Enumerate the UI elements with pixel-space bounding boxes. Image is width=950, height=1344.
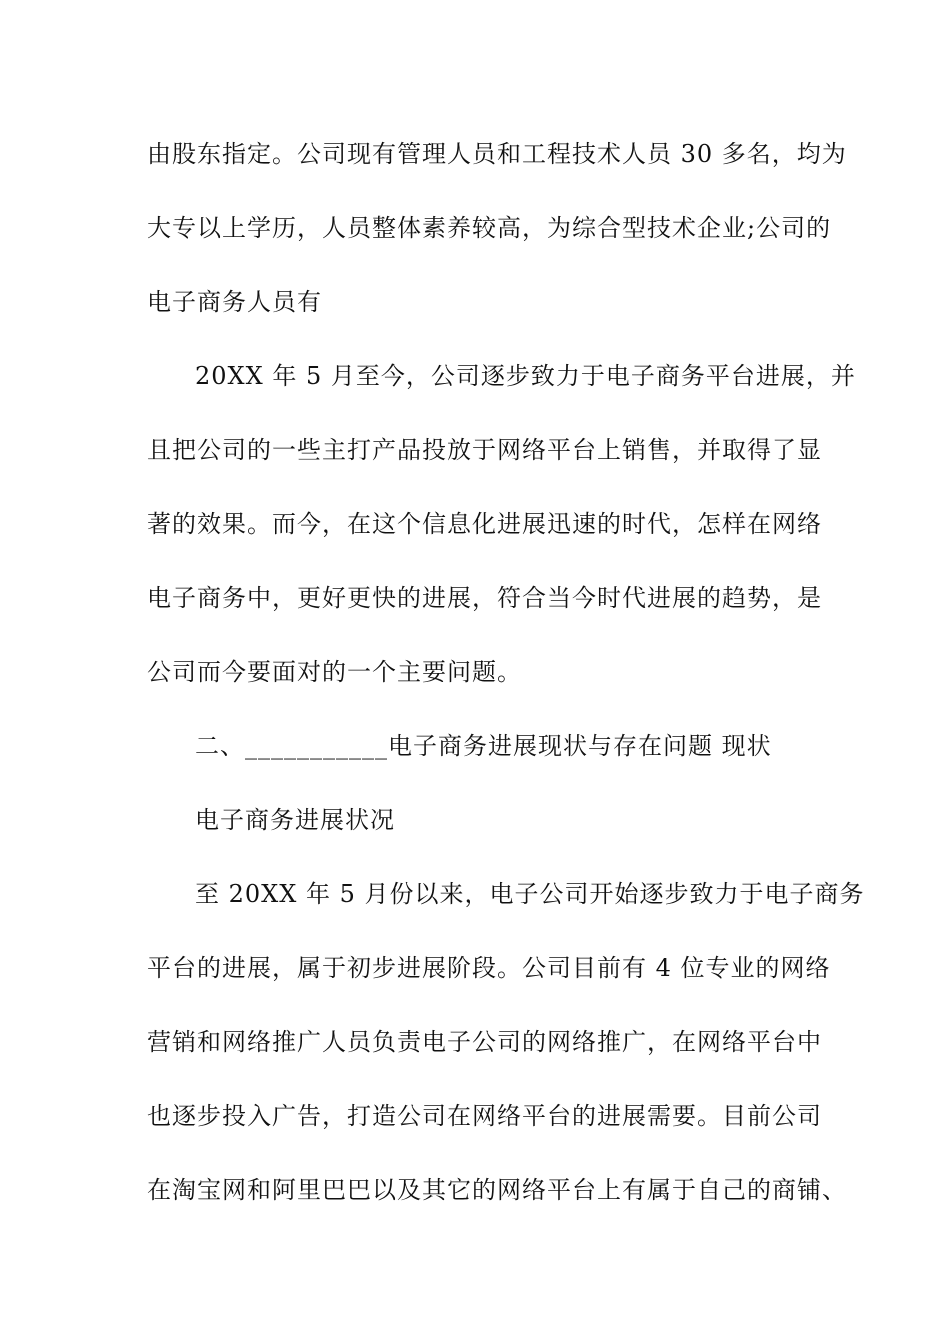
paragraph-line: 公司而今要面对的一个主要问题。	[147, 658, 522, 686]
paragraph-line: 在淘宝网和阿里巴巴以及其它的网络平台上有属于自己的商铺、	[147, 1176, 847, 1204]
paragraph-line: 至 20XX 年 5 月份以来，电子公司开始逐步致力于电子商务	[195, 880, 865, 908]
paragraph-line: 20XX 年 5 月至今，公司逐步致力于电子商务平台进展，并	[195, 362, 856, 390]
section-heading: 二、___________电子商务进展现状与存在问题 现状	[195, 732, 772, 760]
paragraph-line: 营销和网络推广人员负责电子公司的网络推广，在网络平台中	[147, 1028, 822, 1056]
paragraph-line: 著的效果。而今，在这个信息化进展迅速的时代，怎样在网络	[147, 510, 822, 538]
paragraph-line: 大专以上学历，人员整体素养较高，为综合型技术企业;公司的	[147, 214, 832, 242]
paragraph-line: 由股东指定。公司现有管理人员和工程技术人员 30 多名，均为	[147, 140, 847, 168]
paragraph-line: 且把公司的一些主打产品投放于网络平台上销售，并取得了显	[147, 436, 822, 464]
paragraph-line: 也逐步投入广告，打造公司在网络平台的进展需要。目前公司	[147, 1102, 822, 1130]
paragraph-line: 平台的进展，属于初步进展阶段。公司目前有 4 位专业的网络	[147, 954, 831, 982]
paragraph-line: 电子商务中，更好更快的进展，符合当今时代进展的趋势，是	[147, 584, 822, 612]
paragraph-line: 电子商务人员有	[147, 288, 322, 316]
subsection-heading: 电子商务进展状况	[195, 806, 395, 834]
